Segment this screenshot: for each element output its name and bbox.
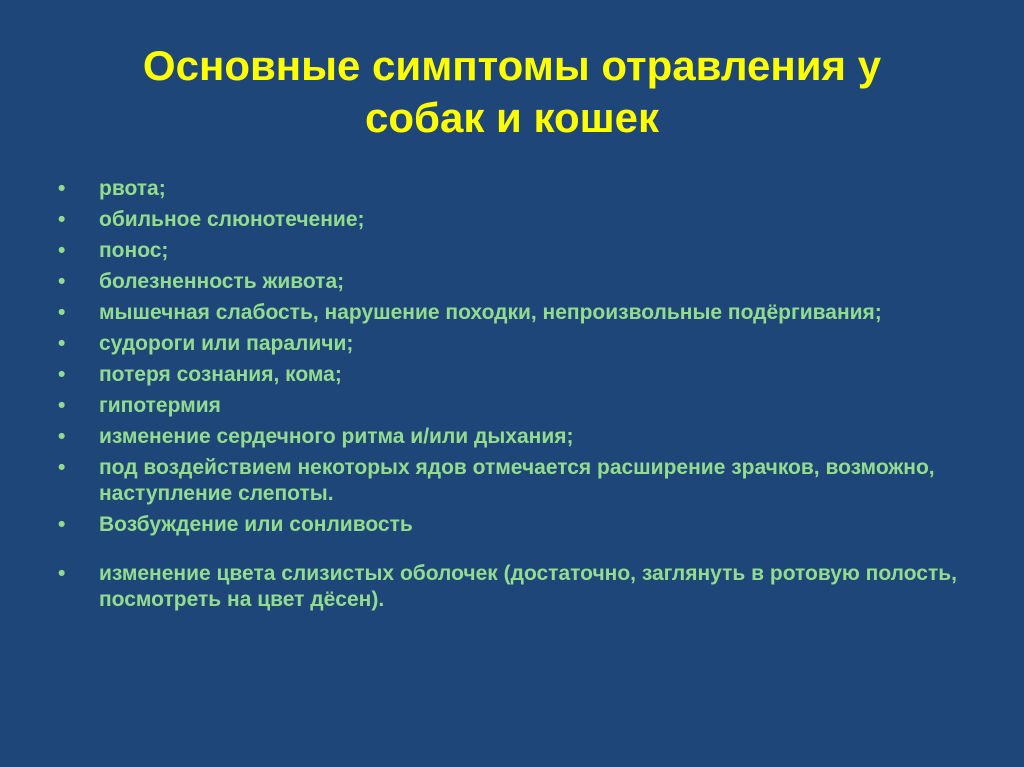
bullet-icon: • xyxy=(58,425,66,448)
list-item-text: изменение сердечного ритма и/или дыхания; xyxy=(99,425,574,448)
bullet-icon: • xyxy=(58,562,66,585)
list-item xyxy=(58,512,978,538)
list-item-text: изменение цвета слизистых оболочек (достаточно, заглянуть в ротовую полость, посмотреть на цвет дёсен). xyxy=(99,562,957,611)
list-item-text: мышечная слабость, нарушение походки, непроизвольные подёргивания; xyxy=(99,301,882,324)
list-item-text: Возбуждение или сонливость xyxy=(99,513,413,536)
list-item xyxy=(58,300,978,326)
list-item xyxy=(58,362,978,388)
bullet-icon: • xyxy=(58,270,66,293)
bullet-icon: • xyxy=(58,363,66,386)
bullet-icon: • xyxy=(58,456,66,479)
slide-title-line-1: Основные симптомы отравления у xyxy=(142,42,882,89)
list-item xyxy=(58,424,978,450)
slide-title xyxy=(40,40,984,144)
list-item-text: болезненность живота; xyxy=(99,270,345,293)
list-item xyxy=(58,393,978,419)
list-item-text: обильное слюнотечение; xyxy=(99,208,365,231)
list-item xyxy=(58,455,978,507)
list-item xyxy=(58,176,978,202)
bullet-icon: • xyxy=(58,208,66,231)
list-item-text: под воздействием некоторых ядов отмечается расширение зрачков, возможно, наступление слепоты. xyxy=(99,456,935,505)
list-item-text: судороги или параличи; xyxy=(99,332,354,355)
list-item xyxy=(58,269,978,295)
list-item-text: гипотермия xyxy=(99,394,221,417)
bullet-icon: • xyxy=(58,177,66,200)
list-item xyxy=(58,561,978,613)
list-item xyxy=(58,238,978,264)
bullet-icon: • xyxy=(58,301,66,324)
list-item-text: рвота; xyxy=(99,177,166,200)
list-item-text: потеря сознания, кома; xyxy=(99,363,342,386)
bullet-icon: • xyxy=(58,513,66,536)
bullet-icon: • xyxy=(58,394,66,417)
list-item-text: понос; xyxy=(99,239,169,262)
list-item xyxy=(58,207,978,233)
list-item xyxy=(58,331,978,357)
bullet-icon: • xyxy=(58,332,66,355)
symptom-list xyxy=(58,176,978,618)
bullet-icon: • xyxy=(58,239,66,262)
slide-title-line-2: собак и кошек xyxy=(365,94,659,141)
